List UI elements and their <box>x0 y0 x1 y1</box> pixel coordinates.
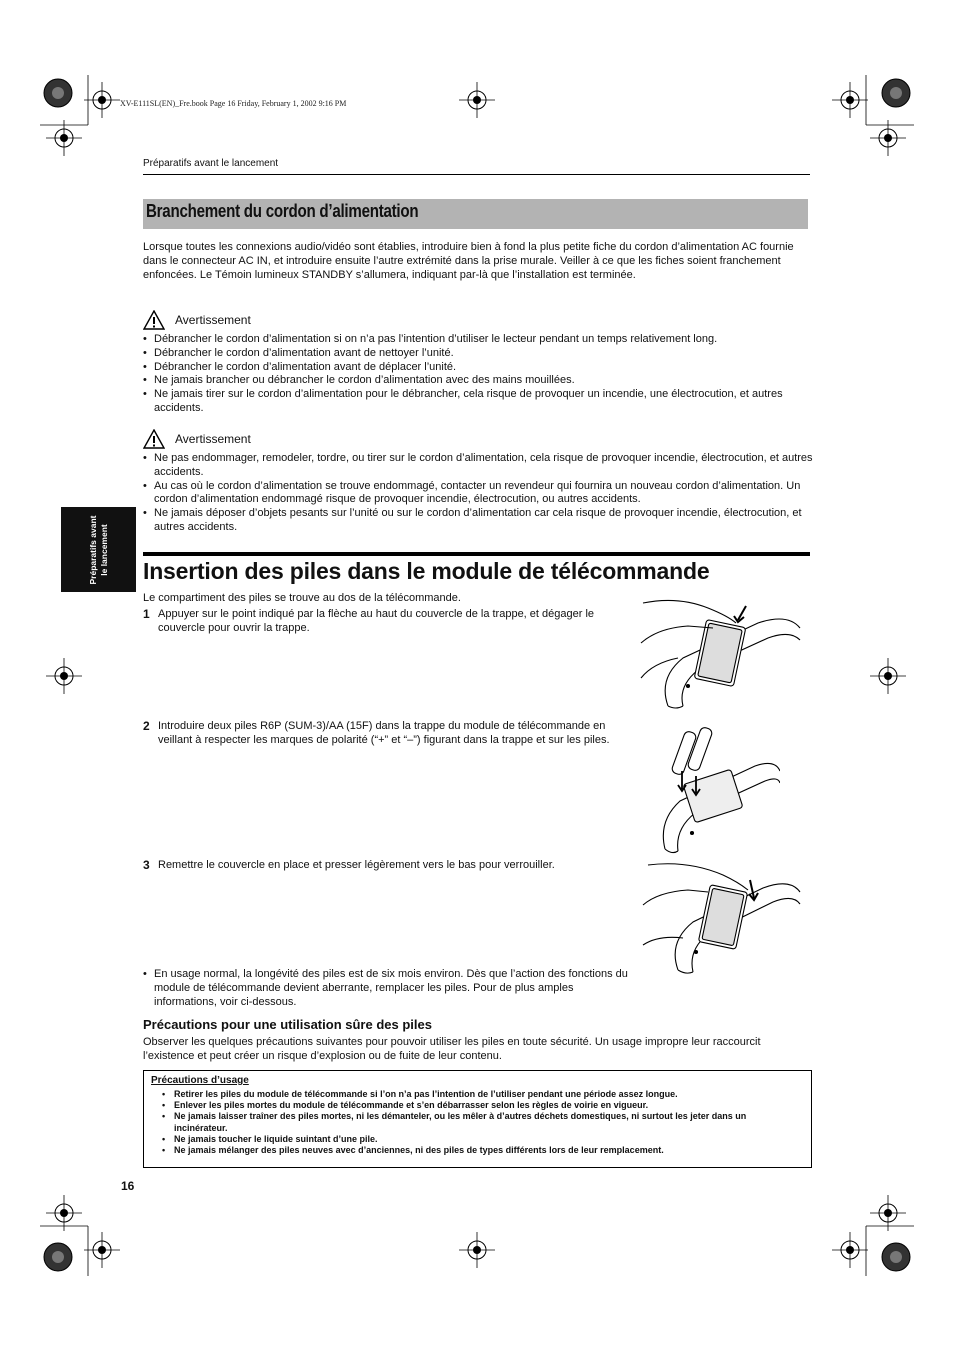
warning-heading <box>143 429 251 449</box>
battery-note-list <box>143 968 633 1009</box>
list-item: • Ne pas endommager, remodeler, tordre, ou tirer sur le cordon d’alimentation, cela risque de provoquer incendie, électrocution, et autres accidents. <box>143 452 813 480</box>
power-intro-paragraph: Lorsque toutes les connexions audio/vidéo sont établies, introduire bien à fond la plus petite fiche du cordon d’alimentation AC fournie dans le connecteur AC IN, et introduire ensuite l’autre extrémité dans la prise murale. Veiller à ce que les fiches soient franchement enfoncées. Le Témoin lumineux STANDBY s’allumera, indiquant par-là que l’installation est terminée. <box>143 241 794 281</box>
list-item: • Au cas où le cordon d’alimentation se trouve endommagé, contacter un revendeur qui fournira un nouveau cordon d’alimentation. Un cordon d’alimentation endommagé risque de provoquer incendie, électrocution, ou autres accidents. <box>143 480 813 508</box>
list-item: • Ne jamais brancher ou débrancher le cordon d’alimentation avec des mains mouillées. <box>143 374 813 388</box>
running-head: Préparatifs avant le lancement <box>143 158 279 169</box>
side-tab-line: Préparatifs avant <box>87 515 98 584</box>
warning-triangle-icon <box>143 310 165 330</box>
remote-insert-batteries-illustration <box>660 721 780 856</box>
step-3 <box>143 858 613 872</box>
caution-box <box>143 1070 812 1168</box>
header-rule <box>143 174 810 175</box>
list-item: • Débrancher le cordon d’alimentation avant de déplacer l’unité. <box>143 361 813 375</box>
step-2 <box>143 719 613 747</box>
precautions-title: Précautions pour une utilisation sûre des piles <box>143 1017 432 1032</box>
list-item: • En usage normal, la longévité des piles est de six mois environ. Dès que l’action des fonctions du module de télécommande devient aberrante, remplacer les piles. Pour de plus amples informations, voir ci-dessous. <box>143 968 633 1009</box>
section-title: Branchement du cordon d’alimentation <box>146 201 419 221</box>
list-item: • Enlever les piles mortes du module de télécommande et s’en débarrasser selon les règles de voirie en vigueur. <box>162 1100 792 1111</box>
warning-label: Avertissement <box>175 313 251 327</box>
warning-list <box>143 452 813 535</box>
side-tab-line: le lancement <box>98 523 109 576</box>
warning-heading <box>143 310 251 330</box>
list-item: • Ne jamais mélanger des piles neuves avec d’anciennes, ni des piles de types différents lors de leur remplacement. <box>162 1145 792 1156</box>
battery-intro: Le compartiment des piles se trouve au dos de la télécommande. <box>143 592 461 604</box>
step-text: Appuyer sur le point indiqué par la flèche au haut du couvercle de la trappe, et dégager le couvercle pour ouvrir la trappe. <box>158 608 595 634</box>
list-item: • Retirer les piles du module de télécommande si l’on n’a pas l’intention de l’utiliser pendant une période assez longue. <box>162 1089 792 1100</box>
step-number: 2 <box>143 719 150 733</box>
list-item: • Ne jamais déposer d’objets pesants sur l’unité ou sur le cordon d’alimentation car cela risque de provoquer incendie, électrocution, et autres accidents. <box>143 507 813 535</box>
page-number: 16 <box>121 1179 135 1193</box>
caution-box-title: Précautions d’usage <box>151 1075 249 1086</box>
list-item: • Débrancher le cordon d’alimentation avant de nettoyer l’unité. <box>143 347 813 361</box>
list-item: • Ne jamais laisser traîner des piles mortes, ni les démanteler, ou les mêler à d’autres déchets domestiques, ni surtout les jeter dans un incinérateur. <box>162 1111 792 1133</box>
remote-close-cover-illustration <box>638 860 803 975</box>
print-info: XV-E111SL(EN)_Fre.book Page 16 Friday, February 1, 2002 9:16 PM <box>120 99 347 108</box>
step-text: Introduire deux piles R6P (SUM-3)/AA (15F) dans la trappe du module de télécommande en veillant à respecter les marques de polarité (“+” et “–”) figurant dans la trappe et sur les piles. <box>158 720 610 746</box>
list-item: • Ne jamais tirer sur le cordon d’alimentation pour le débrancher, cela risque de provoquer un incendie, une électrocution, et autres accidents. <box>143 388 813 416</box>
precautions-intro: Observer les quelques précautions suivantes pour pouvoir utiliser les piles en toute sécurité. Un usage impropre leur raccourcit l’existence et peut créer un risque d’explosion ou de fuite de leur contenu. <box>143 1036 761 1062</box>
step-number: 3 <box>143 858 150 872</box>
step-text: Remettre le couvercle en place et presser légèrement vers le bas pour verrouiller. <box>158 859 555 871</box>
list-item: • Débrancher le cordon d’alimentation si on n’a pas l’intention d’utiliser le lecteur pendant un temps relativement long. <box>143 333 813 347</box>
step-1 <box>143 607 613 635</box>
warning-label: Avertissement <box>175 432 251 446</box>
list-item: • Ne jamais toucher le liquide suintant d’une pile. <box>162 1134 792 1145</box>
step-number: 1 <box>143 607 150 621</box>
remote-open-cover-illustration <box>638 598 803 710</box>
warning-triangle-icon <box>143 429 165 449</box>
caution-list <box>162 1089 792 1156</box>
warning-list <box>143 333 813 416</box>
main-title-rule <box>143 552 810 556</box>
side-chapter-tab <box>61 507 136 592</box>
main-title: Insertion des piles dans le module de télécommande <box>143 558 710 584</box>
